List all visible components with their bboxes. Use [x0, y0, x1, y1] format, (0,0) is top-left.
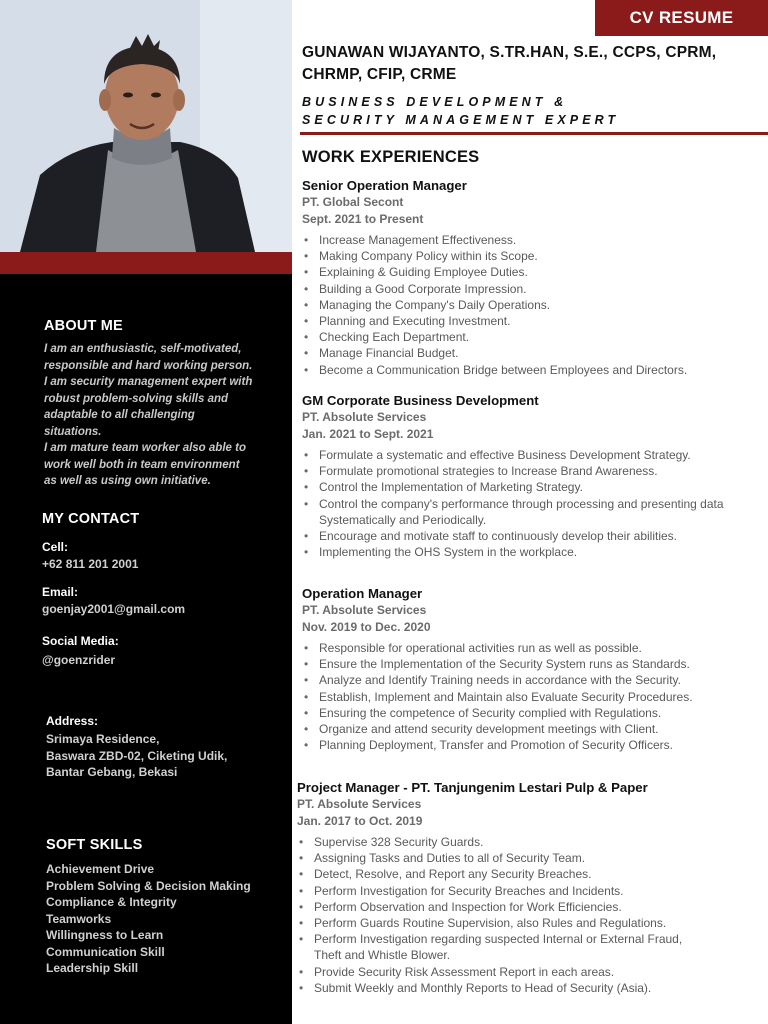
duty-item: • Ensuring the competence of Security complied with Regulations.	[302, 705, 757, 721]
duty-item: • Formulate a systematic and effective Business Development Strategy.	[302, 447, 757, 463]
about-line: work well both in team environment	[44, 458, 240, 471]
job-title: Senior Operation Manager	[302, 178, 467, 193]
header-divider	[300, 132, 768, 135]
job-company: PT. Absolute Services	[297, 797, 422, 811]
skill-item: Problem Solving & Decision Making	[46, 878, 251, 893]
duty-item: • Analyze and Identify Training needs in accordance with the Security.	[302, 672, 757, 688]
job-title: Operation Manager	[302, 586, 423, 601]
name-line: GUNAWAN WIJAYANTO, S.TR.HAN, S.E., CCPS, CPRM,	[302, 44, 717, 61]
duty-item: • Explaining & Guiding Employee Duties.	[302, 264, 757, 280]
cell-value: +62 811 201 2001	[42, 557, 139, 571]
job-period: Jan. 2017 to Oct. 2019	[297, 813, 423, 828]
email-value: goenjay2001@gmail.com	[42, 602, 186, 616]
cell-label: Cell:	[42, 540, 69, 554]
sidebar-red-band	[0, 252, 292, 274]
work-experiences-title: WORK EXPERIENCES	[302, 148, 480, 166]
skills-list	[46, 861, 286, 977]
job-entry	[297, 779, 752, 996]
social-value: @goenzrider	[42, 653, 116, 667]
skill-item: Teamworks	[46, 911, 112, 926]
duty-item: • Supervise 328 Security Guards.	[297, 834, 697, 850]
job-period: Jan. 2021 to Sept. 2021	[302, 426, 434, 441]
about-line: responsible and hard working person.	[44, 359, 253, 372]
about-line: adaptable to all challenging	[44, 409, 195, 421]
job-entry	[302, 177, 757, 378]
about-line: robust problem-solving skills and	[44, 392, 229, 405]
contact-title: MY CONTACT	[42, 511, 140, 527]
job-company: PT. Absolute Services	[302, 410, 427, 424]
duty-item: • Making Company Policy within its Scope.	[302, 248, 757, 264]
duty-list	[302, 447, 757, 560]
headline-line: SECURITY MANAGEMENT EXPERT	[302, 113, 620, 127]
job-company: PT. Global Secont	[302, 195, 404, 209]
duty-item: • Increase Management Effectiveness.	[302, 232, 757, 248]
headline-line: BUSINESS DEVELOPMENT &	[302, 95, 568, 109]
professional-headline	[302, 93, 757, 129]
job-title: Project Manager - PT. Tanjungenim Lestari Pulp & Paper	[297, 780, 648, 795]
cv-resume-tag: CV RESUME	[595, 0, 768, 36]
duty-item: • Encourage and motivate staff to continuously develop their abilities.	[302, 528, 757, 544]
duty-item: • Planning Deployment, Transfer and Promotion of Security Officers.	[302, 737, 757, 753]
address-line: Baswara ZBD-02, Ciketing Udik,	[46, 748, 228, 763]
address-line: Bantar Gebang, Bekasi	[46, 765, 178, 779]
duty-item: • Responsible for operational activities run as well as possible.	[302, 640, 757, 656]
duty-item: • Formulate promotional strategies to Increase Brand Awareness.	[302, 463, 757, 479]
job-title: GM Corporate Business Development	[302, 393, 539, 408]
duty-item: • Implementing the OHS System in the workplace.	[302, 544, 757, 560]
job-company: PT. Absolute Services	[302, 603, 427, 617]
about-text	[44, 341, 286, 490]
portrait-illustration	[0, 0, 292, 252]
duty-item: • Perform Observation and Inspection for Work Efficiencies.	[297, 899, 697, 915]
about-line: I am security management expert with	[44, 376, 253, 388]
duty-item: • Perform Investigation regarding suspected Internal or External Fraud, Theft and Whistle Blower.	[297, 931, 697, 963]
skill-item: Willingness to Learn	[46, 928, 164, 942]
duty-item: • Establish, Implement and Maintain also Evaluate Security Procedures.	[302, 689, 757, 705]
duty-item: • Control the company's performance through processing and presenting data Systematically and Periodically.	[302, 496, 757, 528]
duty-item: • Provide Security Risk Assessment Report in each areas.	[297, 964, 697, 980]
duty-item: • Managing the Company's Daily Operations.	[302, 297, 757, 313]
duty-item: • Building a Good Corporate Impression.	[302, 281, 757, 297]
job-period: Nov. 2019 to Dec. 2020	[302, 619, 431, 634]
name-line: CHRMP, CFIP, CRME	[302, 66, 457, 83]
skill-item: Leadership Skill	[46, 961, 139, 975]
skill-item: Compliance & Integrity	[46, 895, 177, 909]
duty-item: • Ensure the Implementation of the Security System runs as Standards.	[302, 656, 757, 672]
job-period: Sept. 2021 to Present	[302, 211, 424, 226]
duty-item: • Checking Each Department.	[302, 329, 757, 345]
about-line: I am mature team worker also able to	[44, 442, 246, 454]
address-line: Srimaya Residence,	[46, 732, 160, 746]
skills-title: SOFT SKILLS	[46, 837, 143, 853]
about-line: as well as using own initiative.	[44, 475, 211, 487]
duty-item: • Submit Weekly and Monthly Reports to Head of Security (Asia).	[297, 980, 697, 996]
about-line: I am an enthusiastic, self-motivated,	[44, 343, 242, 355]
left-sidebar	[0, 0, 292, 1024]
skill-item: Communication Skill	[46, 944, 165, 959]
duty-item: • Perform Guards Routine Supervision, also Rules and Regulations.	[297, 915, 697, 931]
job-entry	[302, 585, 757, 753]
email-label: Email:	[42, 585, 79, 599]
duty-list	[302, 640, 757, 753]
duty-item: • Manage Financial Budget.	[302, 345, 757, 361]
address-value	[46, 731, 286, 781]
person-name	[302, 42, 757, 86]
profile-photo	[0, 0, 292, 252]
duty-item: • Control the Implementation of Marketing Strategy.	[302, 479, 757, 495]
about-line: situations.	[44, 425, 102, 438]
job-entry	[302, 392, 757, 560]
skill-item: Achievement Drive	[46, 862, 155, 876]
duty-item: • Assigning Tasks and Duties to all of Security Team.	[297, 850, 697, 866]
duty-item: • Perform Investigation for Security Breaches and Incidents.	[297, 883, 697, 899]
duty-list	[297, 834, 697, 996]
address-label: Address:	[46, 714, 99, 728]
social-label: Social Media:	[42, 634, 119, 648]
duty-item: • Become a Communication Bridge between Employees and Directors.	[302, 362, 757, 378]
about-title: ABOUT ME	[44, 318, 123, 334]
duty-item: • Organize and attend security development meetings with Client.	[302, 721, 757, 737]
duty-item: • Planning and Executing Investment.	[302, 313, 757, 329]
duty-item: • Detect, Resolve, and Report any Security Breaches.	[297, 866, 697, 882]
duty-list	[302, 232, 757, 378]
